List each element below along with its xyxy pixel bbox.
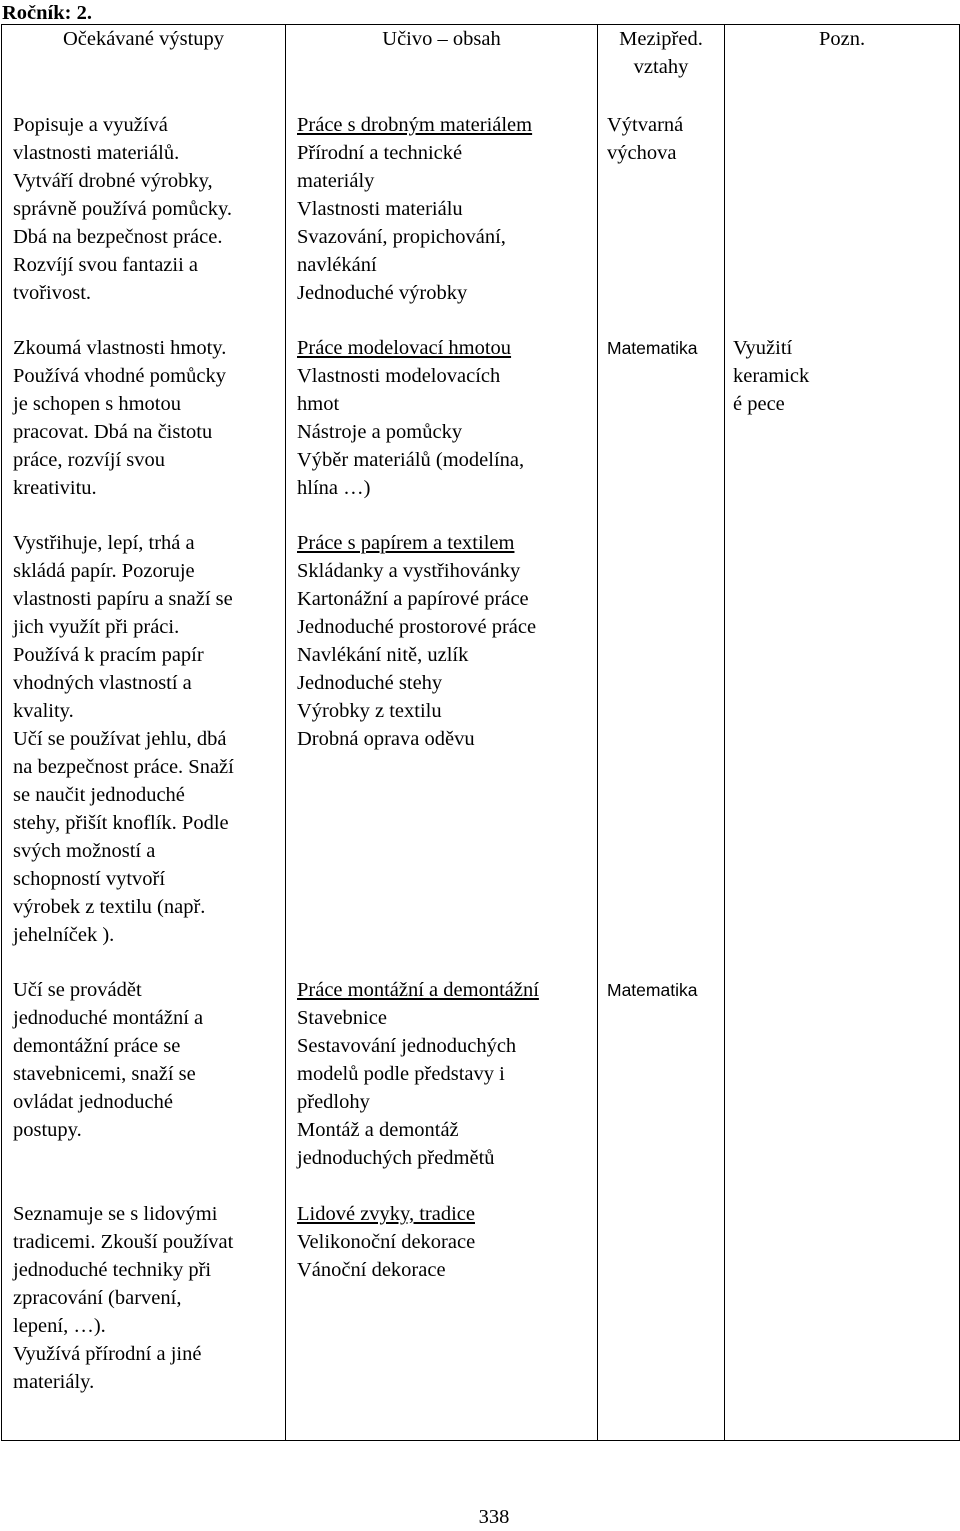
- relation-line: Matematika: [607, 980, 698, 1000]
- outcome-line: práce, rozvíjí svou: [13, 449, 165, 471]
- relations-cell: [598, 1188, 725, 1441]
- outcome-line: na bezpečnost práce. Snaží: [13, 756, 234, 778]
- outcome-line: výrobek z textilu (např.: [13, 896, 206, 918]
- outcome-line: lepení, …).: [13, 1315, 106, 1337]
- header-outcomes: Očekávané výstupy: [2, 25, 286, 99]
- outcome-line: postupy.: [13, 1119, 82, 1141]
- note-line: keramick: [733, 365, 810, 387]
- outcome-line: zpracování (barvení,: [13, 1287, 182, 1309]
- outcome-line: vhodných vlastností a: [13, 672, 192, 694]
- content-topic-title: Práce s papírem a textilem: [297, 532, 515, 554]
- content-line: navlékání: [297, 254, 377, 276]
- outcome-line: vlastnosti papíru a snaží se: [13, 588, 233, 610]
- notes-cell: [725, 964, 960, 1188]
- table-row: [2, 98, 960, 322]
- outcomes-cell: [2, 517, 286, 964]
- content-line: Skládanky a vystřihovánky: [297, 560, 521, 582]
- content-cell: [286, 517, 598, 964]
- content-line: předlohy: [297, 1091, 370, 1113]
- relations-cell: [598, 517, 725, 964]
- content-line: Jednoduché stehy: [297, 672, 443, 694]
- note-line: é pece: [733, 393, 785, 415]
- notes-cell: [725, 98, 960, 322]
- content-line: Nástroje a pomůcky: [297, 421, 463, 443]
- outcomes-cell: [2, 322, 286, 517]
- content-line: Sestavování jednoduchých: [297, 1035, 517, 1057]
- outcome-line: kvality.: [13, 700, 74, 722]
- outcome-line: materiály.: [13, 1371, 95, 1393]
- curriculum-table: [1, 24, 960, 1441]
- outcome-line: Dbá na bezpečnost práce.: [13, 226, 223, 248]
- content-line: jednoduchých předmětů: [297, 1147, 495, 1169]
- content-line: Jednoduché výrobky: [297, 282, 468, 304]
- content-topic-title: Práce modelovací hmotou: [297, 337, 512, 359]
- outcome-line: tradicemi. Zkouší používat: [13, 1231, 234, 1253]
- content-line: hlína …): [297, 477, 371, 499]
- outcome-line: Seznamuje se s lidovými: [13, 1203, 218, 1225]
- content-line: Vlastnosti modelovacích: [297, 365, 501, 387]
- page-number: 338: [478, 1506, 510, 1528]
- content-line: Vánoční dekorace: [297, 1259, 446, 1281]
- outcome-line: jednoduché montážní a: [13, 1007, 204, 1029]
- table-row: [2, 964, 960, 1188]
- outcome-line: stavebnicemi, snaží se: [13, 1063, 196, 1085]
- content-line: Drobná oprava oděvu: [297, 728, 475, 750]
- outcomes-cell: [2, 964, 286, 1188]
- content-line: Přírodní a technické: [297, 142, 463, 164]
- outcome-line: skládá papír. Pozoruje: [13, 560, 195, 582]
- content-line: Vlastnosti materiálu: [297, 198, 463, 220]
- outcome-line: demontážní práce se: [13, 1035, 181, 1057]
- outcome-line: tvořivost.: [13, 282, 92, 304]
- header-notes: Pozn.: [725, 25, 960, 99]
- outcome-line: je schopen s hmotou: [13, 393, 181, 415]
- content-line: Navlékání nitě, uzlík: [297, 644, 469, 666]
- outcome-line: ovládat jednoduché: [13, 1091, 173, 1113]
- outcome-line: jehelníček ).: [13, 924, 115, 946]
- relations-cell: [598, 964, 725, 1188]
- outcome-line: schopností vytvoří: [13, 868, 166, 890]
- content-line: Montáž a demontáž: [297, 1119, 459, 1141]
- content-cell: [286, 322, 598, 517]
- outcome-line: stehy, přišít knoflík. Podle: [13, 812, 229, 834]
- notes-cell: [725, 517, 960, 964]
- content-line: Výběr materiálů (modelína,: [297, 449, 525, 471]
- content-topic-title: Práce s drobným materiálem: [297, 114, 533, 136]
- notes-cell: [725, 322, 960, 517]
- outcome-line: Učí se používat jehlu, dbá: [13, 728, 227, 750]
- outcome-line: se naučit jednoduché: [13, 784, 185, 806]
- outcome-line: jich využít při práci.: [13, 616, 180, 638]
- outcome-line: Používá k pracím papír: [13, 644, 204, 666]
- content-line: Výrobky z textilu: [297, 700, 442, 722]
- outcome-line: svých možností a: [13, 840, 156, 862]
- header-content: Učivo – obsah: [286, 25, 598, 99]
- outcome-line: Rozvíjí svou fantazii a: [13, 254, 199, 276]
- outcome-line: pracovat. Dbá na čistotu: [13, 421, 213, 443]
- outcome-line: Využívá přírodní a jiné: [13, 1343, 202, 1365]
- relations-cell: [598, 322, 725, 517]
- content-line: Jednoduché prostorové práce: [297, 616, 537, 638]
- content-line: Svazování, propichování,: [297, 226, 506, 248]
- outcome-line: kreativitu.: [13, 477, 97, 499]
- outcome-line: Používá vhodné pomůcky: [13, 365, 226, 387]
- table-header-row: [2, 25, 960, 99]
- table-row: [2, 1188, 960, 1441]
- content-cell: [286, 98, 598, 322]
- content-cell: [286, 964, 598, 1188]
- relation-line: Matematika: [607, 338, 698, 358]
- content-line: hmot: [297, 393, 340, 415]
- notes-cell: [725, 1188, 960, 1441]
- outcome-line: Učí se provádět: [13, 979, 142, 1001]
- table-row: [2, 322, 960, 517]
- relations-cell: [598, 98, 725, 322]
- content-line: Velikonoční dekorace: [297, 1231, 476, 1253]
- relation-line: výchova: [607, 142, 677, 164]
- content-line: materiály: [297, 170, 375, 192]
- content-cell: [286, 1188, 598, 1441]
- note-line: Využití: [733, 337, 793, 359]
- outcome-line: vlastnosti materiálů.: [13, 142, 180, 164]
- outcomes-cell: [2, 1188, 286, 1441]
- header-relations: Mezipřed. vztahy: [598, 25, 725, 99]
- table-row: [2, 517, 960, 964]
- content-topic-title: Práce montážní a demontážní: [297, 979, 539, 1001]
- content-line: modelů podle představy i: [297, 1063, 505, 1085]
- relation-line: Výtvarná: [607, 114, 684, 136]
- outcome-line: Vytváří drobné výrobky,: [13, 170, 213, 192]
- outcome-line: Popisuje a využívá: [13, 114, 168, 136]
- content-line: Kartonážní a papírové práce: [297, 588, 529, 610]
- content-line: Stavebnice: [297, 1007, 387, 1029]
- content-topic-title: Lidové zvyky, tradice: [297, 1203, 475, 1225]
- outcome-line: správně používá pomůcky.: [13, 198, 232, 220]
- outcomes-cell: [2, 98, 286, 322]
- outcome-line: Vystřihuje, lepí, trhá a: [13, 532, 195, 554]
- outcome-line: jednoduché techniky při: [13, 1259, 212, 1281]
- outcome-line: Zkoumá vlastnosti hmoty.: [13, 337, 227, 359]
- grade-label: Ročník: 2.: [2, 2, 92, 24]
